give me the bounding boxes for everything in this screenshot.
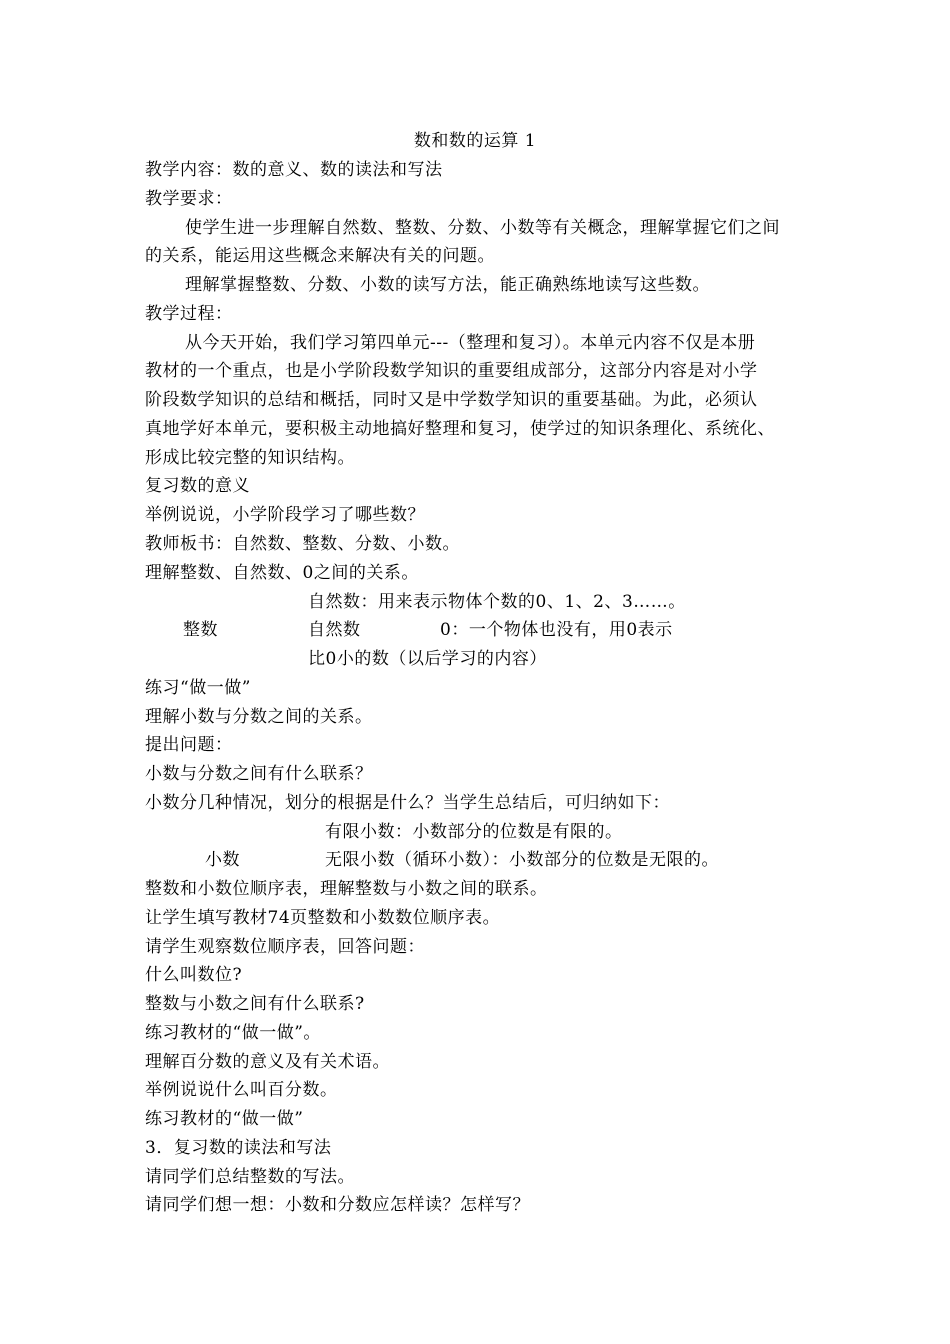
zero-definition: 0：一个物体也没有，用0表示 xyxy=(440,620,673,640)
page-title: 数和数的运算 1 xyxy=(413,131,537,151)
intro-line-1: 从今天开始，我们学习第四单元---（整理和复习）。本单元内容不仅是本册 xyxy=(185,333,756,353)
percent-meaning-line: 理解百分数的意义及有关术语。 xyxy=(145,1052,390,1072)
requirement-1-line-1: 使学生进一步理解自然数、整数、分数、小数等有关概念，理解掌握它们之间 xyxy=(185,218,780,238)
question-link: 小数与分数之间有什么联系？ xyxy=(145,764,373,784)
observe-line: 请学生观察数位顺序表，回答问题： xyxy=(145,937,425,957)
natural-number-label: 自然数 xyxy=(308,620,361,640)
what-is-place-question: 什么叫数位? xyxy=(145,965,243,985)
finite-decimal-definition: 有限小数：小数部分的位数是有限的。 xyxy=(325,822,623,842)
review-meaning-heading: 复习数的意义 xyxy=(145,476,250,496)
teaching-requirements-heading: 教学要求： xyxy=(145,189,233,209)
natural-number-definition: 自然数：用来表示物体个数的0、1、2、3……。 xyxy=(308,592,686,612)
integer-label: 整数 xyxy=(183,620,218,640)
summarize-line: 请同学们总结整数的写法。 xyxy=(145,1167,355,1187)
example-question: 举例说说，小学阶段学习了哪些数？ xyxy=(145,505,425,525)
place-value-table-line: 整数和小数位顺序表，理解整数与小数之间的联系。 xyxy=(145,879,548,899)
practice-1: 练习“做一做” xyxy=(145,678,251,698)
teaching-process-heading: 教学过程： xyxy=(145,304,233,324)
board-writing: 教师板书：自然数、整数、分数、小数。 xyxy=(145,534,460,554)
think-question: 请同学们想一想：小数和分数应怎样读？怎样写？ xyxy=(145,1195,530,1215)
intro-line-3: 阶段数学知识的总结和概括，同时又是中学数学知识的重要基础。为此，必须认 xyxy=(145,390,758,410)
intro-line-4: 真地学好本单元，要积极主动地搞好整理和复习，使学过的知识条理化、系统化、 xyxy=(145,419,775,439)
decimal-label: 小数 xyxy=(205,850,240,870)
infinite-decimal-definition: 无限小数（循环小数）：小数部分的位数是无限的。 xyxy=(325,850,719,870)
negative-number-note: 比0小的数（以后学习的内容） xyxy=(308,649,547,669)
teaching-content-line: 教学内容：数的意义、数的读法和写法 xyxy=(145,160,443,180)
question-kinds: 小数分几种情况，划分的根据是什么？当学生总结后，可归纳如下： xyxy=(145,793,670,813)
requirement-1-line-2: 的关系，能运用这些概念来解决有关的问题。 xyxy=(145,246,495,266)
fill-table-line: 让学生填写教材74页整数和小数数位顺序表。 xyxy=(145,908,501,928)
section-3-heading: 3．复习数的读法和写法 xyxy=(145,1138,332,1158)
integer-decimal-link-question: 整数与小数之间有什么联系? xyxy=(145,994,365,1014)
relation-line: 理解整数、自然数、0之间的关系。 xyxy=(145,563,419,583)
intro-line-5: 形成比较完整的知识结构。 xyxy=(145,448,355,468)
decimal-fraction-relation: 理解小数与分数之间的关系。 xyxy=(145,707,373,727)
requirement-2: 理解掌握整数、分数、小数的读写方法，能正确熟练地读写这些数。 xyxy=(185,275,710,295)
intro-line-2: 教材的一个重点，也是小学阶段数学知识的重要组成部分，这部分内容是对小学 xyxy=(145,361,758,381)
percent-question: 举例说说什么叫百分数。 xyxy=(145,1080,338,1100)
practice-2: 练习教材的“做一做”。 xyxy=(145,1023,321,1043)
raise-question-heading: 提出问题： xyxy=(145,735,233,755)
practice-3: 练习教材的“做一做” xyxy=(145,1109,304,1129)
